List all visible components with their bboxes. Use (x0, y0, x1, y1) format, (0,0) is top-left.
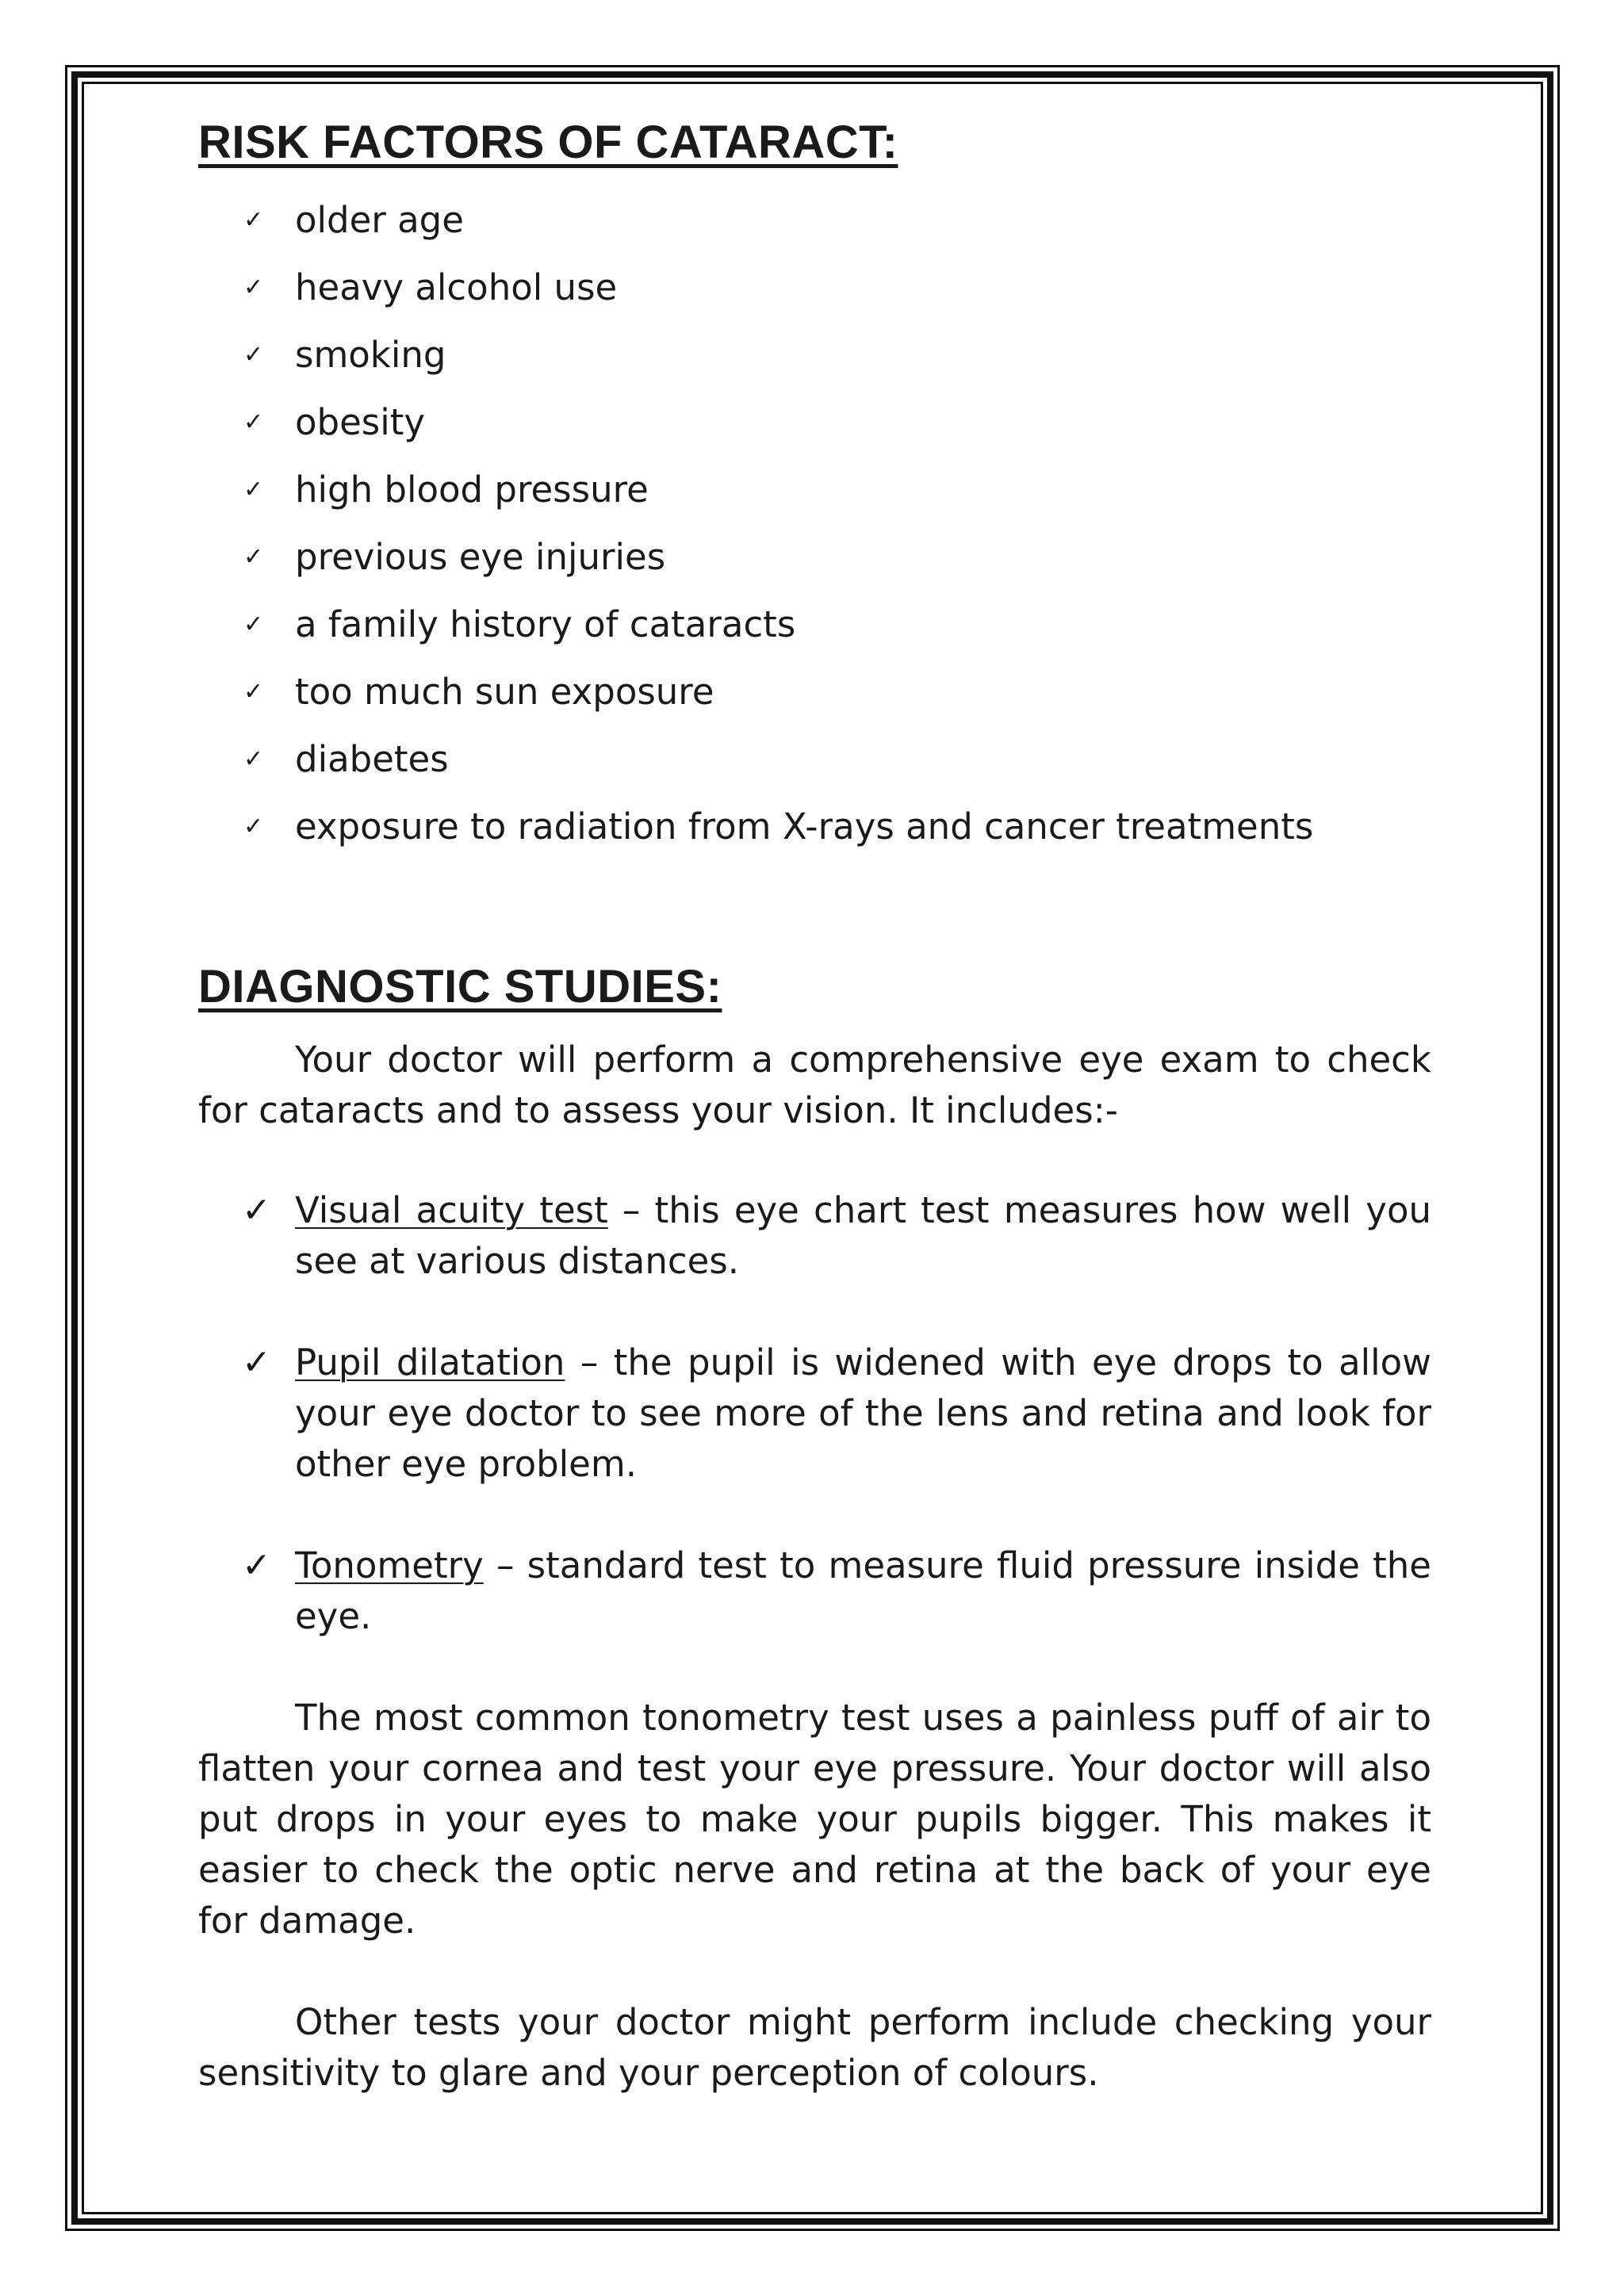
check-mark-icon: ✓ (243, 543, 264, 571)
other-tests-paragraph: Other tests your doctor might perform include checking your sensitivity to glare and your perception of colours. (198, 2001, 1431, 2094)
test-description: – the pupil is widened with eye drops to allow your eye doctor to see more of the lens and retina and look for other eye problem. (295, 1341, 1431, 1485)
diagnostic-studies-heading: DIAGNOSTIC STUDIES: (198, 961, 722, 1012)
page-content (198, 111, 1431, 2099)
test-name: Pupil dilatation (295, 1341, 565, 1383)
list-item: ✓ diabetes (198, 725, 1431, 793)
list-item: ✓ heavy alcohol use (198, 254, 1431, 321)
test-description: – this eye chart test measures how well you see at various distances. (295, 1189, 1431, 1282)
check-mark-icon: ✓ (242, 1342, 271, 1383)
test-name: Tonometry (295, 1544, 484, 1586)
list-item: ✓ obesity (198, 388, 1431, 456)
check-mark-icon: ✓ (243, 610, 264, 638)
list-item: ✓ a family history of cataracts (198, 591, 1431, 658)
test-item-pupil-dilatation (198, 1337, 1431, 1490)
check-mark-icon: ✓ (242, 1545, 271, 1586)
list-item: ✓ high blood pressure (198, 456, 1431, 523)
check-mark-icon: ✓ (243, 476, 264, 503)
tonometry-paragraph: The most common tonometry test uses a painless puff of air to flatten your cornea and test your eye pressure. Your doctor will also put drops in your eyes to make your pupils bigger. This makes it easier to check the optic nerve and retina at the back of your eye for damage. (198, 1697, 1431, 1942)
check-mark-icon: ✓ (243, 678, 264, 706)
check-mark-icon: ✓ (243, 274, 264, 301)
check-mark-icon: ✓ (242, 1190, 271, 1230)
check-mark-icon: ✓ (243, 206, 264, 234)
test-item-visual-acuity (198, 1185, 1431, 1287)
test-item-tonometry (198, 1540, 1431, 1642)
list-item: ✓ too much sun exposure (198, 658, 1431, 725)
list-item: ✓ exposure to radiation from X-rays and cancer treatments (198, 793, 1431, 860)
risk-factors-heading: RISK FACTORS OF CATARACT: (198, 117, 898, 168)
diagnostic-intro: Your doctor will perform a comprehensive eye exam to check for cataracts and to assess your vision. It includes:- (198, 1039, 1431, 1131)
check-mark-icon: ✓ (243, 341, 264, 369)
check-mark-icon: ✓ (243, 745, 264, 773)
check-mark-icon: ✓ (243, 408, 264, 436)
list-item: ✓ older age (198, 186, 1431, 254)
check-mark-icon: ✓ (243, 813, 264, 840)
test-name: Visual acuity test (295, 1189, 608, 1231)
list-item: ✓ smoking (198, 321, 1431, 388)
test-description: – standard test to measure fluid pressure inside the eye. (295, 1544, 1431, 1637)
risk-factors-list (198, 186, 1431, 860)
list-item: ✓ previous eye injuries (198, 523, 1431, 591)
